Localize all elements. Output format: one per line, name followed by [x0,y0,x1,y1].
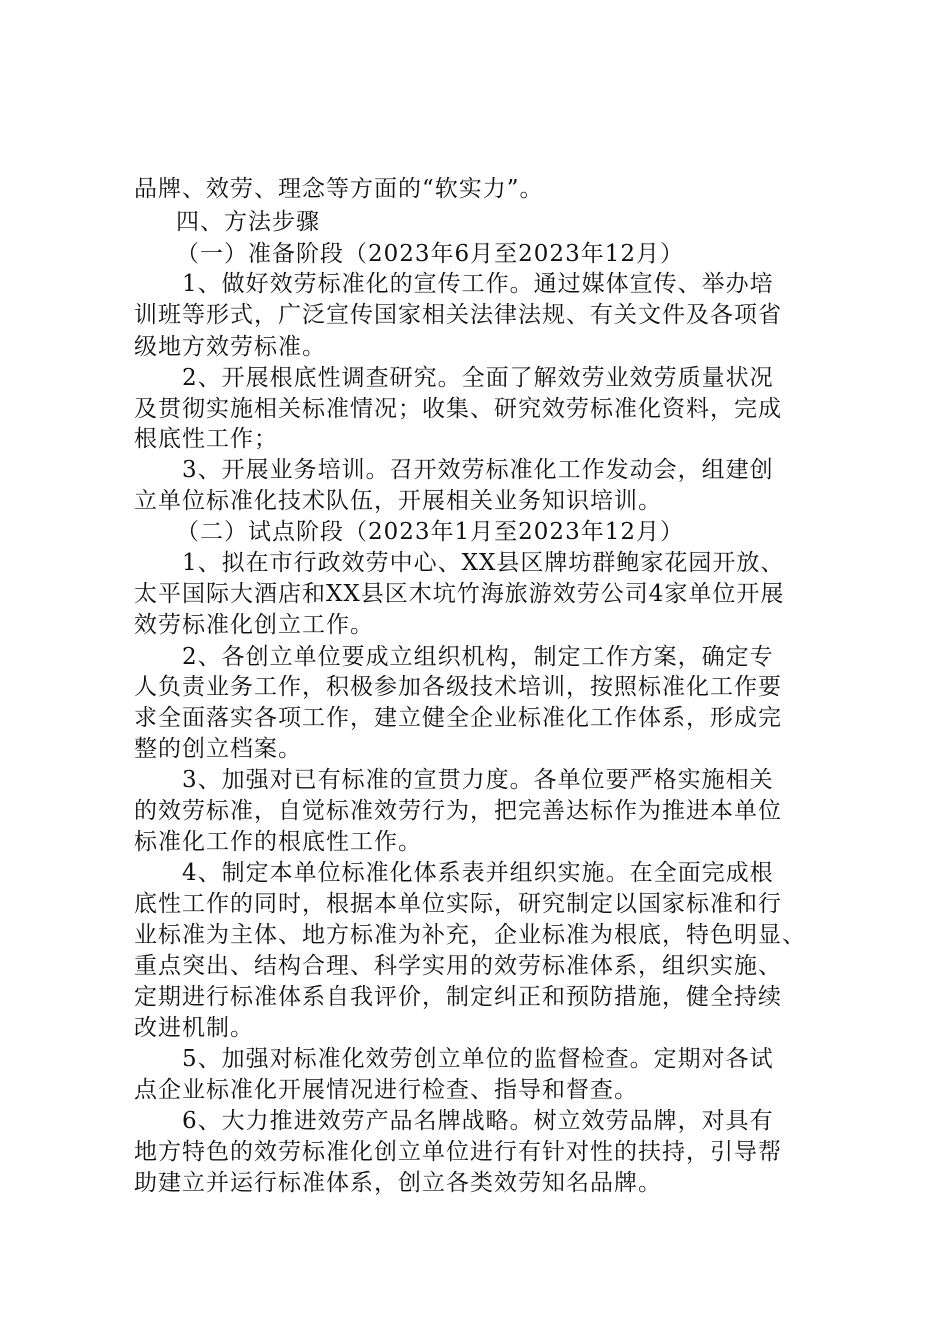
text-line: 1、拟在市行政效劳中心、XX县区牌坊群鲍家花园开放、 [182,550,785,576]
text-line: 地方特色的效劳标准化创立单位进行有针对性的扶持，引导帮 [134,1139,782,1165]
text-line: 点企业标准化开展情况进行检查、指导和督查。 [134,1077,638,1103]
text-line: 6、大力推进效劳产品名牌战略。树立效劳品牌，对具有 [182,1108,774,1134]
text-line: 5、加强对标准化效劳创立单位的监督检查。定期对各试 [182,1046,774,1072]
subsection-heading: （一）准备阶段（2023年6月至2023年12月） [176,241,684,267]
text-line: 改进机制。 [134,1015,254,1041]
text-line: 定期进行标准体系自我评价，制定纠正和预防措施，健全持续 [134,984,782,1010]
text-line: 重点突出、结构合理、科学实用的效劳标准体系，组织实施、 [134,953,782,979]
section-heading: 四、方法步骤 [176,209,320,235]
text-line: 的效劳标准，自觉标准效劳行为，把完善达标作为推进本单位 [134,798,782,824]
subsection-heading: （二）试点阶段（2023年1月至2023年12月） [176,519,684,545]
text-line: 品牌、效劳、理念等方面的“软实力”。 [134,176,544,202]
text-line: 业标准为主体、地方标准为补充，企业标准为根底，特色明显、 [134,922,806,948]
text-line: 整的创立档案。 [134,736,302,762]
text-line: 效劳标准化创立工作。 [134,612,374,638]
text-line: 4、制定本单位标准化体系表并组织实施。在全面完成根 [182,860,774,886]
text-line: 求全面落实各项工作，建立健全企业标准化工作体系，形成完 [134,705,782,731]
text-line: 太平国际大酒店和XX县区木坑竹海旅游效劳公司4家单位开展 [134,581,785,607]
text-line: 3、加强对已有标准的宣贯力度。各单位要严格实施相关 [182,767,774,793]
text-line: 标准化工作的根底性工作。 [134,829,422,855]
text-line: 根底性工作； [134,426,278,452]
text-line: 1、做好效劳标准化的宣传工作。通过媒体宣传、举办培 [182,271,774,297]
text-line: 3、开展业务培训。召开效劳标准化工作发动会，组建创 [182,457,774,483]
text-line: 训班等形式，广泛宣传国家相关法律法规、有关文件及各项省 [134,302,782,328]
text-line: 助建立并运行标准体系，创立各类效劳知名品牌。 [134,1170,662,1196]
text-line: 及贯彻实施相关标准情况；收集、研究效劳标准化资料，完成 [134,396,782,422]
text-line: 2、开展根底性调查研究。全面了解效劳业效劳质量状况 [182,365,774,391]
text-line: 2、各创立单位要成立组织机构，制定工作方案，确定专 [182,644,774,670]
text-line: 人负责业务工作，积极参加各级技术培训，按照标准化工作要 [134,674,782,700]
text-line: 底性工作的同时，根据本单位实际，研究制定以国家标准和行 [134,891,782,917]
text-line: 立单位标准化技术队伍，开展相关业务知识培训。 [134,488,662,514]
text-line: 级地方效劳标准。 [134,334,326,360]
